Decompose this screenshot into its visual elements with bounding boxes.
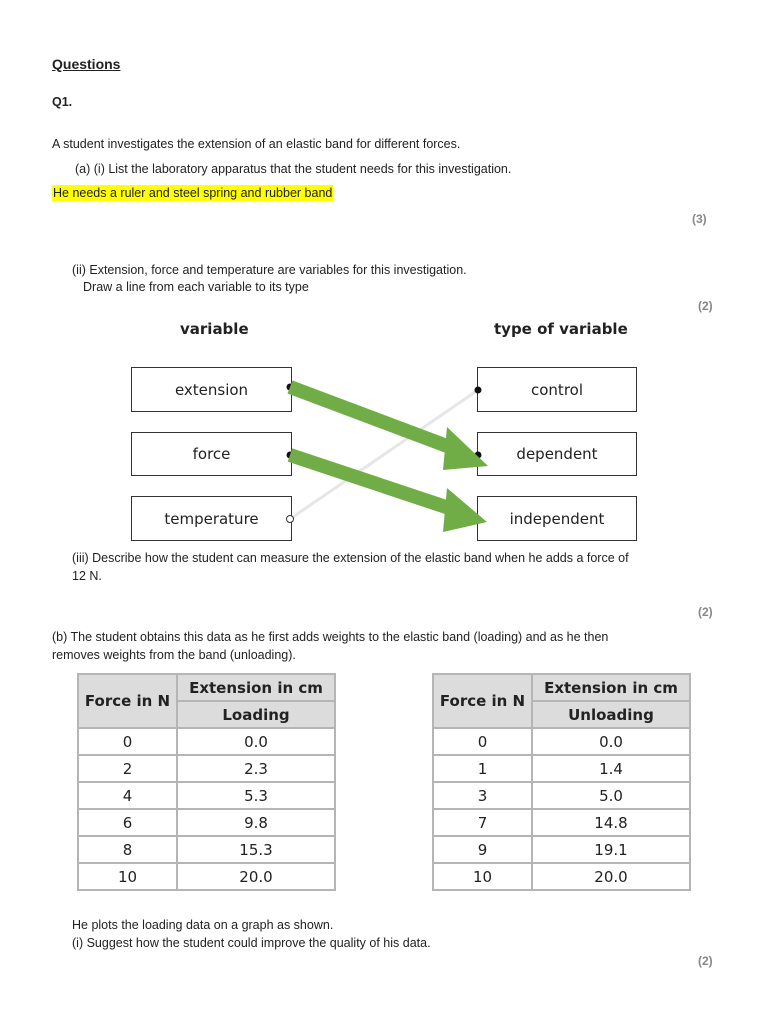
part-b-question: (b) The student obtains this data as he first adds weights to the elastic band (loading) and as he then: [52, 630, 609, 644]
force-cell: 9: [433, 836, 532, 863]
part-b-question-cont: removes weights from the band (unloading).: [52, 648, 296, 662]
table-row: [433, 782, 690, 809]
variable-box-temperature: temperature: [131, 496, 292, 541]
table-row: [433, 755, 690, 782]
extension-cell: 15.3: [177, 836, 335, 863]
type-box-independent: independent: [477, 496, 637, 541]
table-row: [433, 863, 690, 890]
part-ii-question: (ii) Extension, force and temperature are variables for this investigation.: [72, 263, 467, 277]
extension-cell: 20.0: [177, 863, 335, 890]
table-row: [433, 836, 690, 863]
type-box-control: control: [477, 367, 637, 412]
page-title: Questions: [52, 56, 121, 72]
part-ii-marks: (2): [698, 299, 713, 313]
loading-col-force: Force in N: [78, 674, 177, 728]
part-a-question: (a) (i) List the laboratory apparatus that the student needs for this investigation.: [75, 162, 512, 176]
force-cell: 0: [78, 728, 177, 755]
unloading-col-extension: Extension in cm: [532, 674, 690, 701]
extension-cell: 1.4: [532, 755, 690, 782]
extension-cell: 0.0: [532, 728, 690, 755]
table-row: [78, 836, 335, 863]
loading-subheader: Loading: [177, 701, 335, 728]
force-cell: 1: [433, 755, 532, 782]
force-cell: 4: [78, 782, 177, 809]
table-row: [433, 728, 690, 755]
graph-note: He plots the loading data on a graph as shown.: [72, 918, 334, 932]
extension-cell: 9.8: [177, 809, 335, 836]
force-cell: 10: [433, 863, 532, 890]
table-row: [78, 809, 335, 836]
unloading-table: [432, 673, 691, 891]
unloading-col-force: Force in N: [433, 674, 532, 728]
extension-cell: 2.3: [177, 755, 335, 782]
question-intro: A student investigates the extension of an elastic band for different forces.: [52, 137, 461, 151]
answer-highlight: He needs a ruler and steel spring and rubber band: [53, 186, 333, 200]
control-dot: [475, 387, 482, 394]
force-cell: 10: [78, 863, 177, 890]
force-cell: 0: [433, 728, 532, 755]
extension-cell: 19.1: [532, 836, 690, 863]
force-cell: 8: [78, 836, 177, 863]
extension-cell: 0.0: [177, 728, 335, 755]
part-iii-question-cont: 12 N.: [72, 569, 102, 583]
part-iii-marks: (2): [698, 605, 713, 619]
part-a-marks: (3): [692, 212, 707, 226]
variable-heading: variable: [180, 320, 249, 338]
extension-cell: 14.8: [532, 809, 690, 836]
part-iii-question: (iii) Describe how the student can measure the extension of the elastic band when he adds a force of: [72, 551, 629, 565]
table-row: [78, 755, 335, 782]
temperature-dot: [287, 516, 294, 523]
table-row: [433, 809, 690, 836]
extension-cell: 20.0: [532, 863, 690, 890]
part-ii-instruction: Draw a line from each variable to its type: [83, 280, 309, 294]
force-cell: 7: [433, 809, 532, 836]
unloading-subheader: Unloading: [532, 701, 690, 728]
question-number: Q1.: [52, 95, 73, 109]
loading-table: [77, 673, 336, 891]
extension-cell: 5.0: [532, 782, 690, 809]
force-cell: 3: [433, 782, 532, 809]
type-heading: type of variable: [494, 320, 628, 338]
loading-col-extension: Extension in cm: [177, 674, 335, 701]
part-b-i-question: (i) Suggest how the student could improve the quality of his data.: [72, 936, 431, 950]
variable-box-extension: extension: [131, 367, 292, 412]
table-row: [78, 782, 335, 809]
extension-cell: 5.3: [177, 782, 335, 809]
type-box-dependent: dependent: [477, 432, 637, 476]
force-cell: 6: [78, 809, 177, 836]
table-row: [78, 728, 335, 755]
part-b-marks: (2): [698, 954, 713, 968]
table-row: [78, 863, 335, 890]
force-cell: 2: [78, 755, 177, 782]
variable-box-force: force: [131, 432, 292, 476]
